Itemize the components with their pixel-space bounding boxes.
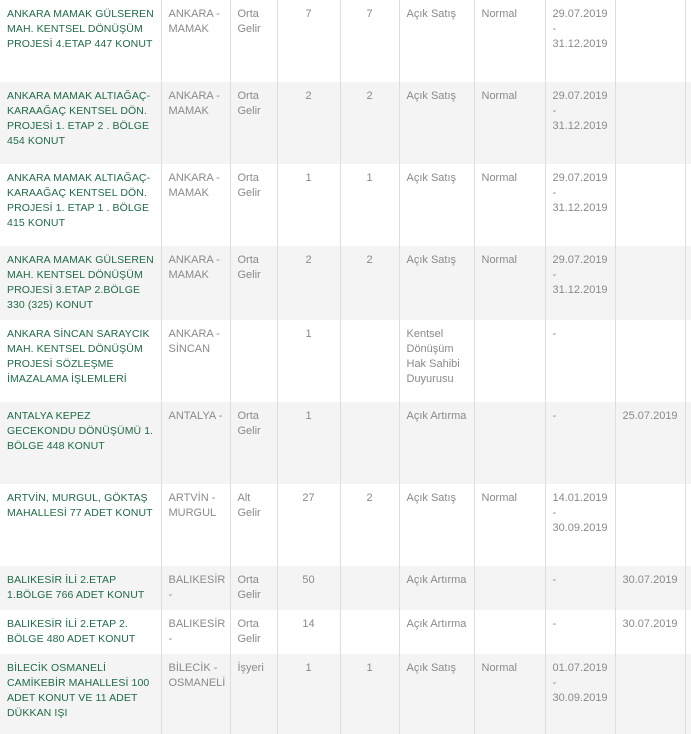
date-start: 01.07.2019 (552, 662, 608, 674)
location-cell: ANKARA - MAMAK (161, 164, 230, 246)
location-cell: BİLECİK - OSMANELİ (161, 654, 230, 734)
sale-type-cell: Açık Satış (399, 654, 474, 734)
income-cell: İşyeri (230, 654, 277, 734)
count2-cell: 2 (340, 246, 399, 320)
project-cell (0, 320, 161, 402)
location-cell: ANKARA - MAMAK (161, 0, 230, 82)
location-cell: ANKARA - MAMAK (161, 246, 230, 320)
date-start: 29.07.2019 (552, 90, 608, 102)
table-row (0, 654, 691, 734)
table-row (0, 402, 691, 484)
date-start: - (552, 618, 557, 630)
income-cell: Orta Gelir (230, 0, 277, 82)
income-cell: Orta Gelir (230, 610, 277, 654)
sale-type-cell: Açık Artırma (399, 402, 474, 484)
location-cell: BALIKESİR - (161, 610, 230, 654)
count1-cell: 1 (277, 164, 340, 246)
project-link[interactable]: ANKARA MAMAK GÜLSEREN MAH. KENTSEL DÖNÜŞÜM PROJESİ 3.ETAP 2.BÖLGE 330 (325) KONUT (7, 254, 154, 311)
extra-cell (685, 82, 691, 164)
date-start: 29.07.2019 (552, 254, 608, 266)
table-row (0, 610, 691, 654)
project-link[interactable]: BİLECİK OSMANELİ CAMİKEBİR MAHALLESİ 100 ADET KONUT VE 11 ADET DÜKKAN IŞI (7, 662, 150, 719)
auction-date-cell (615, 0, 685, 82)
auction-date-cell (615, 82, 685, 164)
project-link[interactable]: ANTALYA KEPEZ GECEKONDU DÖNÜŞÜMÜ 1. BÖLGE 448 KONUT (7, 410, 154, 452)
extra-cell (685, 654, 691, 734)
date-start: - (552, 328, 557, 340)
date-range-cell (545, 566, 615, 610)
count1-cell: 1 (277, 402, 340, 484)
income-cell (230, 320, 277, 402)
auction-date-cell: 30.07.2019 (615, 566, 685, 610)
status-cell: Normal (474, 0, 545, 82)
sale-type-cell: Açık Satış (399, 0, 474, 82)
date-end: 31.12.2019 (552, 120, 608, 132)
date-start: - (552, 410, 557, 422)
count2-cell (340, 610, 399, 654)
project-cell (0, 402, 161, 484)
extra-cell (685, 610, 691, 654)
date-end: 31.12.2019 (552, 284, 608, 296)
status-cell: Normal (474, 654, 545, 734)
project-link[interactable]: ANKARA MAMAK ALTIAĞAÇ-KARAAĞAÇ KENTSEL DÖN. PROJESİ 1. ETAP 2 . BÖLGE 454 KONUT (7, 90, 151, 147)
income-cell: Orta Gelir (230, 566, 277, 610)
auction-date-cell (615, 246, 685, 320)
date-separator: - (552, 269, 557, 281)
date-separator: - (552, 23, 557, 35)
date-end: 31.12.2019 (552, 38, 608, 50)
table-row (0, 320, 691, 402)
date-separator: - (552, 507, 557, 519)
date-range-cell (545, 320, 615, 402)
status-cell: Normal (474, 164, 545, 246)
status-cell: Normal (474, 484, 545, 566)
project-link[interactable]: BALIKESİR İLİ 2.ETAP 1.BÖLGE 766 ADET KONUT (7, 574, 145, 601)
sale-type-cell: Kentsel Dönüşüm Hak Sahibi Duyurusu (399, 320, 474, 402)
location-cell: ANTALYA - (161, 402, 230, 484)
project-cell (0, 246, 161, 320)
project-cell (0, 82, 161, 164)
project-link[interactable]: ANKARA MAMAK ALTIAĞAÇ-KARAAĞAÇ KENTSEL DÖN. PROJESİ 1. ETAP 1 . BÖLGE 415 KONUT (7, 172, 151, 229)
sale-type-cell: Açık Artırma (399, 610, 474, 654)
table-row (0, 164, 691, 246)
count2-cell: 2 (340, 484, 399, 566)
income-cell: Orta Gelir (230, 164, 277, 246)
auction-date-cell (615, 164, 685, 246)
project-link[interactable]: ARTVİN, MURGUL, GÖKTAŞ MAHALLESİ 77 ADET KONUT (7, 492, 153, 519)
auction-date-cell (615, 484, 685, 566)
auction-date-cell: 30.07.2019 (615, 610, 685, 654)
extra-cell (685, 164, 691, 246)
count1-cell: 2 (277, 246, 340, 320)
location-cell: ARTVİN - MURGUL (161, 484, 230, 566)
auction-date-cell (615, 320, 685, 402)
date-range-cell (545, 610, 615, 654)
project-cell (0, 0, 161, 82)
count2-cell (340, 402, 399, 484)
status-cell (474, 566, 545, 610)
auction-date-cell: 25.07.2019 (615, 402, 685, 484)
date-separator: - (552, 677, 557, 689)
table-row (0, 0, 691, 82)
date-range-cell (545, 484, 615, 566)
date-end: 30.09.2019 (552, 522, 608, 534)
table-row (0, 566, 691, 610)
count1-cell: 14 (277, 610, 340, 654)
date-end: 30.09.2019 (552, 692, 608, 704)
location-cell: ANKARA - MAMAK (161, 82, 230, 164)
date-start: 29.07.2019 (552, 172, 608, 184)
count2-cell: 1 (340, 654, 399, 734)
date-range-cell (545, 0, 615, 82)
count1-cell: 7 (277, 0, 340, 82)
sale-type-cell: Açık Satış (399, 484, 474, 566)
count1-cell: 1 (277, 320, 340, 402)
count2-cell: 2 (340, 82, 399, 164)
extra-cell (685, 484, 691, 566)
count2-cell: 7 (340, 0, 399, 82)
date-separator: - (552, 187, 557, 199)
auction-date-cell (615, 654, 685, 734)
project-link[interactable]: ANKARA MAMAK GÜLSEREN MAH. KENTSEL DÖNÜŞÜM PROJESİ 4.ETAP 447 KONUT (7, 8, 154, 50)
sale-type-cell: Açık Satış (399, 246, 474, 320)
status-cell (474, 610, 545, 654)
count1-cell: 1 (277, 654, 340, 734)
count2-cell (340, 566, 399, 610)
sale-type-cell: Açık Artırma (399, 566, 474, 610)
project-cell (0, 610, 161, 654)
date-range-cell (545, 402, 615, 484)
income-cell: Orta Gelir (230, 246, 277, 320)
location-cell: BALIKESİR - (161, 566, 230, 610)
income-cell: Orta Gelir (230, 82, 277, 164)
income-cell: Alt Gelir (230, 484, 277, 566)
count1-cell: 27 (277, 484, 340, 566)
date-range-cell (545, 82, 615, 164)
project-cell (0, 566, 161, 610)
status-cell: Normal (474, 246, 545, 320)
sale-type-cell: Açık Satış (399, 164, 474, 246)
project-link[interactable]: BALIKESİR İLİ 2.ETAP 2. BÖLGE 480 ADET KONUT (7, 618, 136, 645)
sale-type-cell: Açık Satış (399, 82, 474, 164)
extra-cell (685, 320, 691, 402)
date-start: 14.01.2019 (552, 492, 608, 504)
extra-cell (685, 246, 691, 320)
location-cell: ANKARA - SİNCAN (161, 320, 230, 402)
income-cell: Orta Gelir (230, 402, 277, 484)
table-row (0, 82, 691, 164)
date-end: 31.12.2019 (552, 202, 608, 214)
count1-cell: 2 (277, 82, 340, 164)
status-cell: Normal (474, 82, 545, 164)
extra-cell (685, 566, 691, 610)
count1-cell: 50 (277, 566, 340, 610)
date-separator: - (552, 105, 557, 117)
table-row (0, 484, 691, 566)
project-link[interactable]: ANKARA SİNCAN SARAYCIK MAH. KENTSEL DÖNÜŞÜM PROJESİ SÖZLEŞME İMAZALAMA İŞLEMLERİ (7, 328, 150, 385)
date-start: 29.07.2019 (552, 8, 608, 20)
table-row (0, 246, 691, 320)
extra-cell (685, 402, 691, 484)
project-cell (0, 164, 161, 246)
extra-cell (685, 0, 691, 82)
date-range-cell (545, 246, 615, 320)
date-range-cell (545, 654, 615, 734)
count2-cell: 1 (340, 164, 399, 246)
count2-cell (340, 320, 399, 402)
status-cell (474, 402, 545, 484)
date-range-cell (545, 164, 615, 246)
date-start: - (552, 574, 557, 586)
project-cell (0, 484, 161, 566)
project-cell (0, 654, 161, 734)
status-cell (474, 320, 545, 402)
